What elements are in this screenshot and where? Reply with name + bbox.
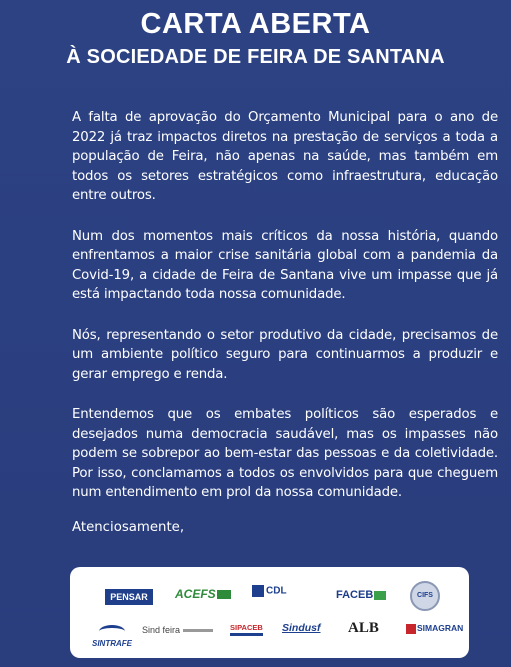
sindusf-logo: Sindusf	[282, 622, 321, 634]
letter-body	[72, 108, 498, 524]
pensar-logo: PENSAR	[105, 589, 153, 605]
sintrafe-logo-text: SINTRAFE	[92, 639, 132, 648]
paragraph-3: Nós, representando o setor produtivo da cidade, precisamos de um ambiente político seguro para continuarmos a produzir e gerar emprego e renda.	[72, 327, 498, 382]
faceb-mark-icon	[374, 591, 386, 600]
paragraph-4: Entendemos que os embates políticos são esperados e desejados numa democracia saudável, mas os impasses não podem se sobrepor ao bem-estar das pessoas e da coletividade. Por isso, conclamamos a todos os envolvidos para que cheguem num entendimento em prol da nossa comunidade.	[72, 407, 498, 500]
simagran-mark-icon	[406, 624, 416, 634]
acefs-mark-icon	[217, 590, 231, 599]
acefs-logo	[175, 587, 231, 601]
sipaceb-logo-text: SIPACEB	[230, 623, 263, 632]
faceb-logo	[336, 589, 386, 601]
cdl-mark-icon	[252, 585, 264, 597]
paragraph-1: A falta de aprovação do Orçamento Municipal para o ano de 2022 já traz impactos diretos na prestação de serviços a toda a população de Feira, não apenas na saúde, mas também em todos os setores estratégicos como infraestrutura, educação entre outros.	[72, 110, 498, 203]
paragraph-2: Num dos momentos mais críticos da nossa história, quando enfrentamos a maior crise sanitária global com a pandemia da Covid-19, a cidade de Feira de Santana vive um impasse que já está impactando toda nossa comunidade.	[72, 228, 498, 302]
page-title: CARTA ABERTA	[140, 8, 371, 40]
acefs-logo-text: ACEFS	[175, 587, 216, 601]
sindfeira-tagline-icon	[183, 629, 213, 632]
cifs-logo: CIFS	[410, 581, 440, 611]
closing-text: Atenciosamente,	[72, 520, 185, 535]
simagran-logo-text: SIMAGRAN	[417, 623, 464, 633]
cdl-logo	[252, 585, 287, 597]
sindfeira-logo	[142, 625, 213, 635]
simagran-logo	[406, 623, 463, 634]
sipaceb-bar-icon	[230, 633, 263, 636]
cdl-logo-text: CDL	[266, 585, 287, 597]
alb-logo: ALB	[348, 620, 379, 636]
sindfeira-logo-text: Sind feira	[142, 625, 181, 635]
sipaceb-logo	[230, 623, 263, 636]
page-subtitle: À SOCIEDADE DE FEIRA DE SANTANA	[66, 46, 445, 68]
faceb-logo-text: FACEB	[336, 589, 374, 601]
sintrafe-swoosh-icon	[99, 625, 125, 638]
sintrafe-logo	[92, 625, 132, 648]
sponsor-logos-panel	[70, 567, 469, 658]
